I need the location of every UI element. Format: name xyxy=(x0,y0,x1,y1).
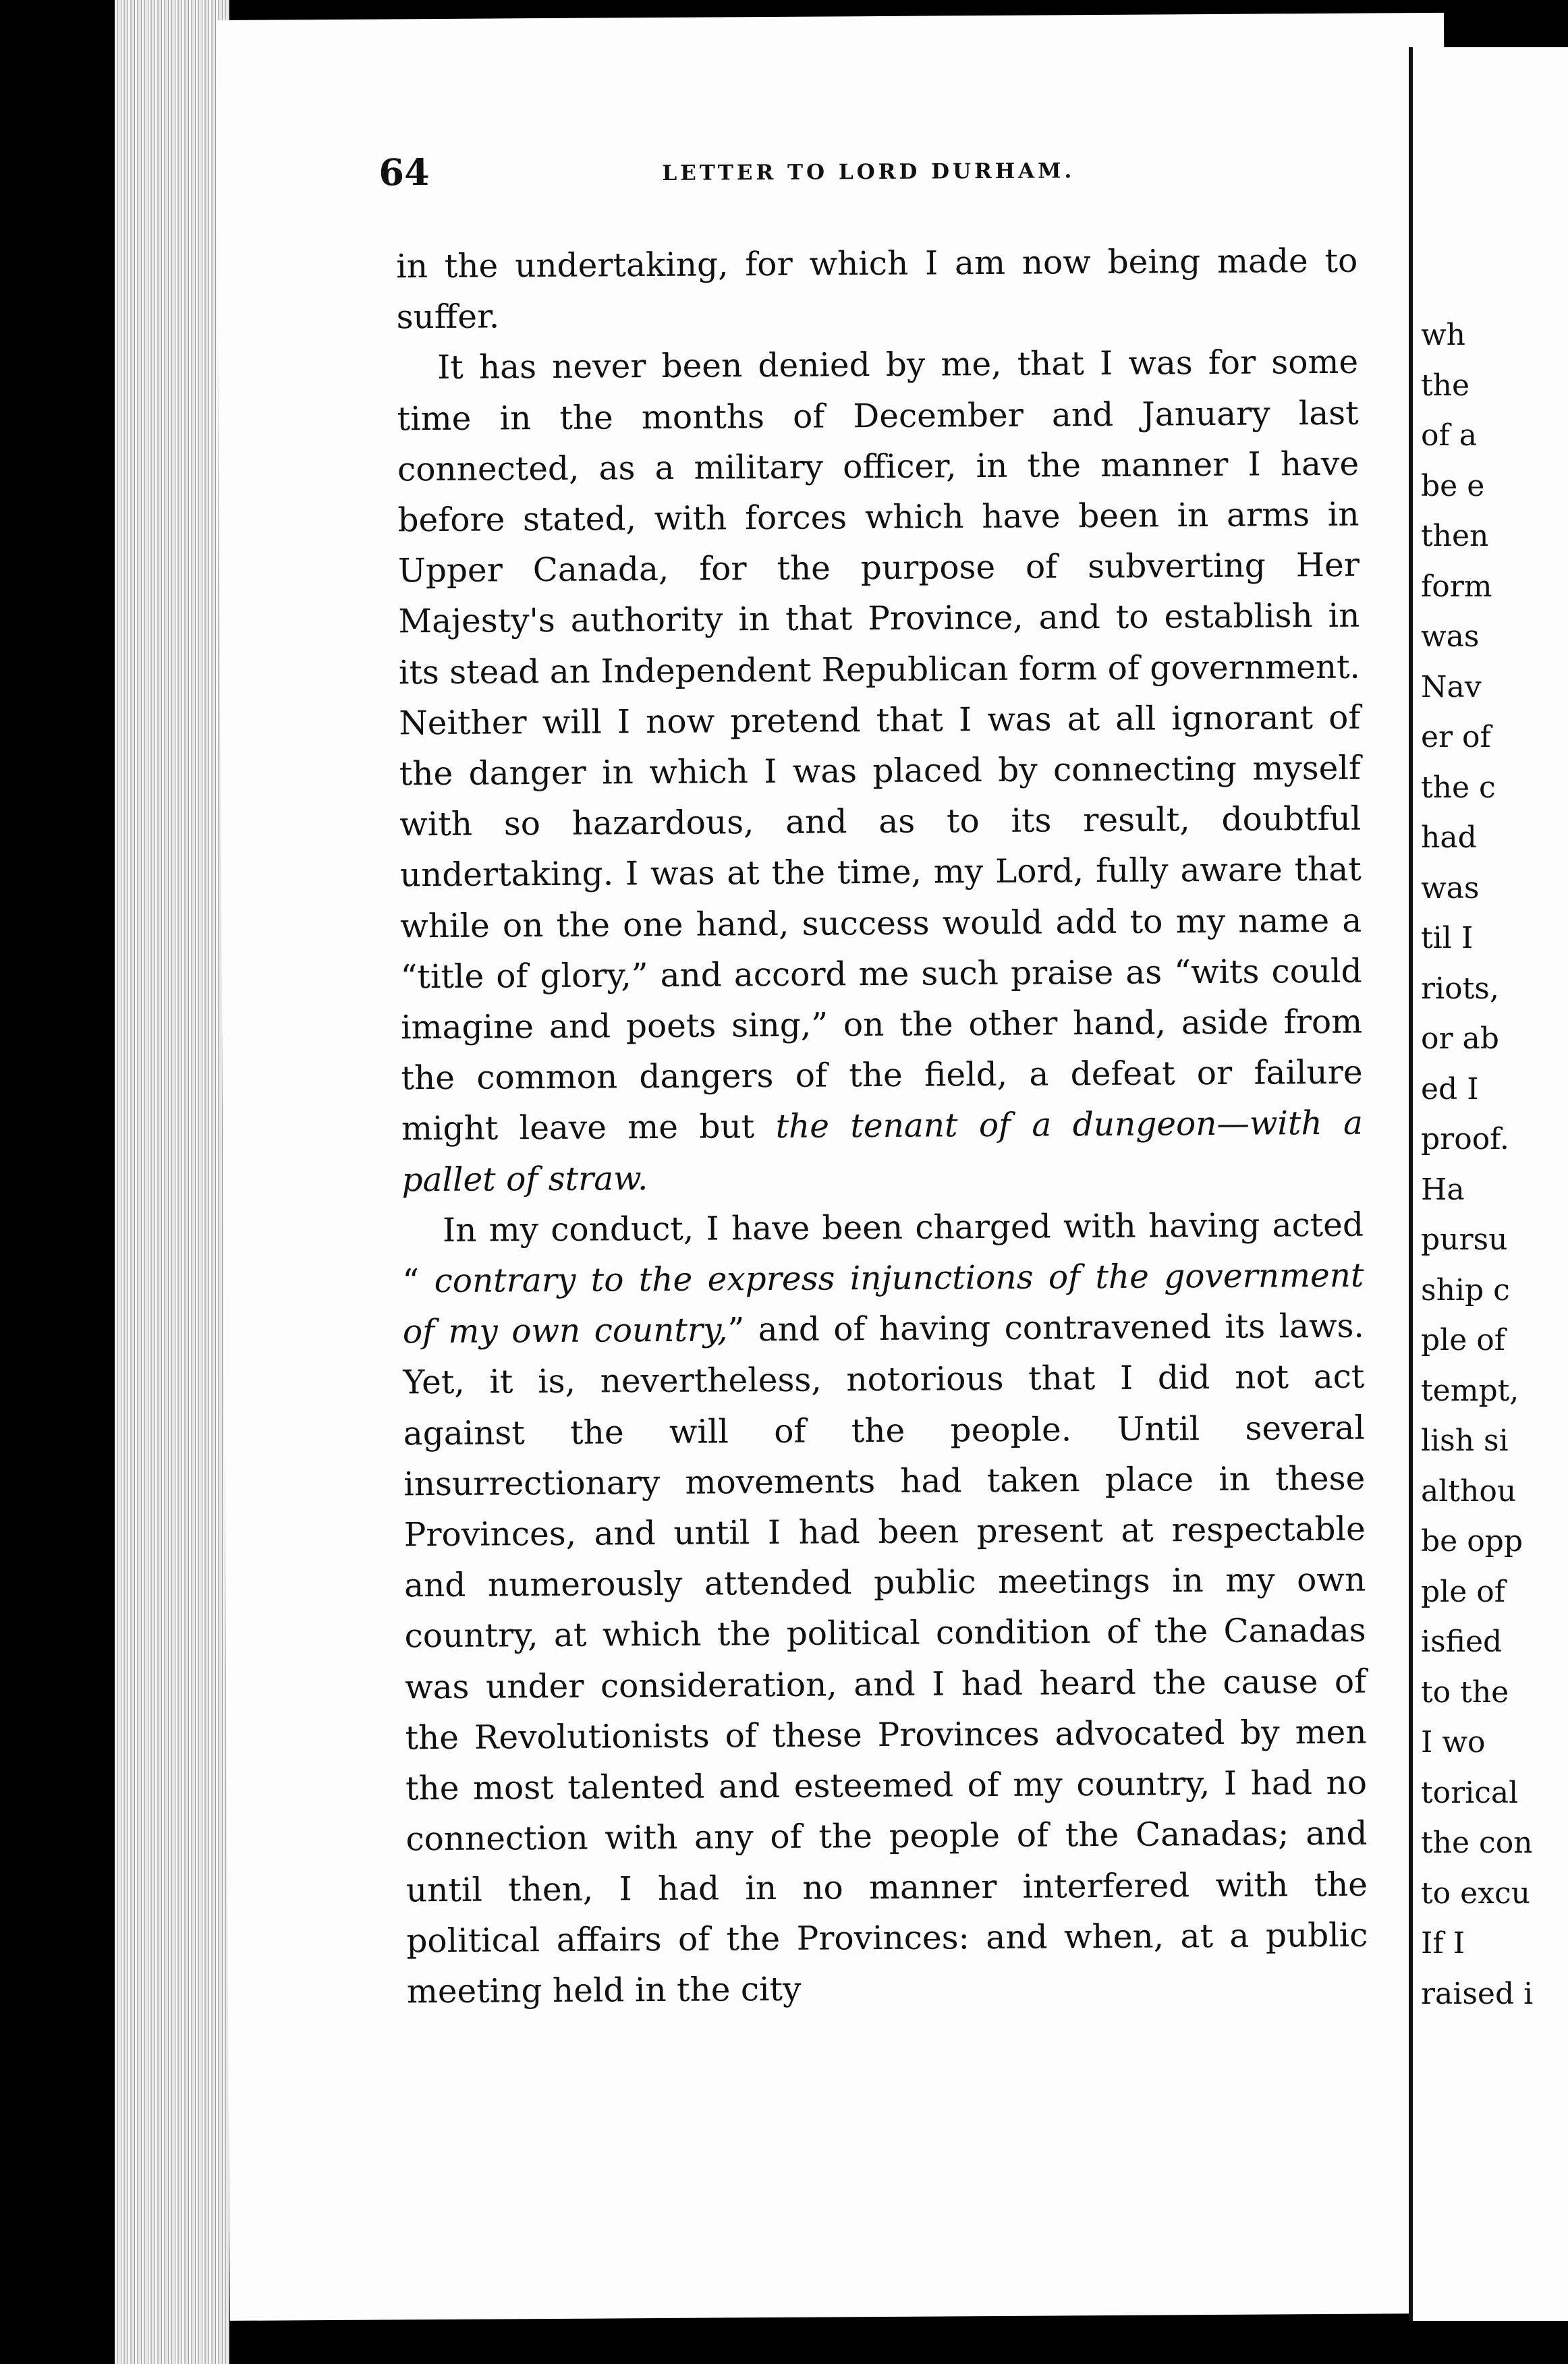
next-page-line: Nav xyxy=(1421,669,1482,704)
book-binding-edge xyxy=(115,0,229,2364)
paragraph-2 xyxy=(397,337,1364,1206)
italic-phrase: contrary to the express injunctions of the government of my own country, xyxy=(402,1256,1364,1351)
paragraph-text: ” and of having contravened its laws. Yet, it is, nevertheless, notorious that I did not act against the will of the people. Until several insurrectionary movements had taken place in these Provinces, and until I had been present at respectable and numerously attended public meetings in my own country, at which the political condition of the Canadas was under consideration, and I had heard the cause of the Revolutionists of these Provinces advocated by men the most talented and esteemed of my country, I had no connection with any of the people of the Canadas; and until then, I had in no manner interfered with the political affairs of the Provinces: and when, at a public meeting held in the city xyxy=(403,1307,1368,2011)
next-page-text-fragments xyxy=(1413,310,1568,2019)
next-page-line: riots, xyxy=(1421,971,1499,1006)
paragraph-text: In my conduct, I have been charged with having acted “ xyxy=(402,1206,1364,1301)
next-page-line: of a xyxy=(1421,418,1477,453)
paragraph-text: in the undertaking, for which I am now being made to suffer. xyxy=(396,242,1358,337)
next-page-line: If I xyxy=(1421,1926,1465,1961)
page-header xyxy=(379,145,1364,205)
next-page-line: wh xyxy=(1421,318,1465,352)
next-page-line: the con xyxy=(1421,1826,1533,1860)
next-page-line: was xyxy=(1421,870,1480,905)
next-page-line: to the xyxy=(1421,1674,1509,1710)
paragraph-3 xyxy=(402,1200,1368,2018)
next-page-line: isfied xyxy=(1421,1625,1503,1659)
next-page-line: form xyxy=(1421,569,1492,604)
next-page-line: I wo xyxy=(1421,1725,1486,1760)
next-page-line: ple of xyxy=(1421,1574,1506,1609)
next-page-line: pursu xyxy=(1421,1222,1508,1257)
next-page-line: althou xyxy=(1421,1473,1517,1509)
next-page-line: proof. xyxy=(1421,1122,1509,1156)
next-page-line: had xyxy=(1421,820,1477,855)
page-number: 64 xyxy=(379,150,430,194)
next-page-line: lish si xyxy=(1421,1424,1509,1458)
running-head: LETTER TO LORD DURHAM. xyxy=(662,159,1075,186)
next-page-line: er of xyxy=(1421,720,1491,754)
next-page-line: tempt, xyxy=(1421,1373,1519,1408)
next-page-line: ple of xyxy=(1421,1323,1506,1357)
next-page-line: til I xyxy=(1421,921,1474,955)
book-page-left xyxy=(216,13,1458,2321)
paragraph-1 xyxy=(396,236,1358,343)
next-page-line: the xyxy=(1421,368,1470,403)
book-page-right-edge xyxy=(1409,47,1568,2321)
next-page-line: raised i xyxy=(1421,1976,1534,2011)
next-page-line: then xyxy=(1421,519,1489,553)
italic-phrase: the tenant of a dungeon—with a pallet of straw. xyxy=(401,1104,1364,1200)
next-page-line: was xyxy=(1421,619,1480,654)
next-page-line: or ab xyxy=(1421,1021,1499,1056)
next-page-line: Ha xyxy=(1421,1172,1465,1207)
next-page-line: be opp xyxy=(1421,1524,1523,1558)
next-page-line: ed I xyxy=(1421,1071,1479,1106)
page-text xyxy=(396,236,1368,2018)
next-page-line: ship c xyxy=(1421,1272,1510,1307)
next-page-line: torical xyxy=(1421,1775,1519,1810)
next-page-line: the c xyxy=(1421,770,1496,805)
next-page-line: be e xyxy=(1421,468,1485,503)
paragraph-text: It has never been denied by me, that I was for some time in the months of December and January last connected, as a military officer, in the manner I have before stated, with forces which have been in arms in Upper Canada, for the purpose of subverting Her Majesty's authority in that Province, and to establish in its stead an Independent Republican form of government. Neither will I now pretend that I was at all ignorant of the danger in which I was placed by connecting myself with so hazardous, and as to its result, doubtful undertaking. I was at the time, my Lord, fully aware that while on the one hand, success would add to my name a “title of glory,” and accord me such praise as “wits could imagine and poets sing,” on the other hand, aside from the common dangers of the field, a defeat or failure might leave me but xyxy=(397,343,1363,1148)
next-page-line: to excu xyxy=(1421,1876,1530,1911)
